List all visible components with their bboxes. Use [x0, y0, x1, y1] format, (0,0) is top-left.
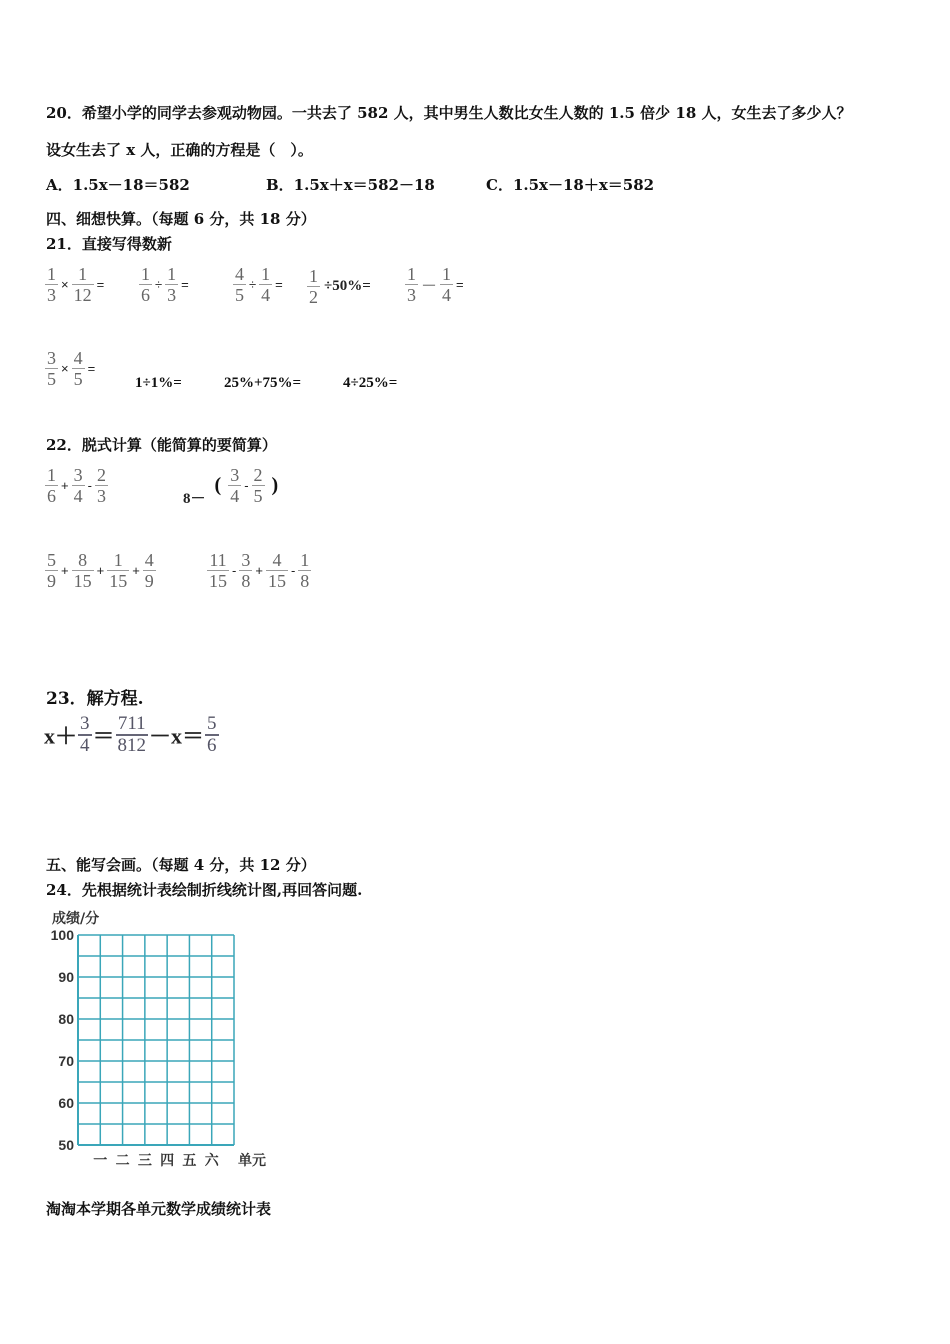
fraction: $\frac{1}{4}$: [261, 264, 271, 305]
fraction: $\frac{4}{5}$: [73, 348, 83, 389]
q20-line2: 设女生去了 x 人，正确的方程是（ ）。: [46, 141, 313, 159]
fraction: $\frac{1}{3}$: [167, 264, 177, 305]
q21-item-8: 25%+75%=: [224, 375, 302, 391]
q20-option-c[interactable]: C．1.5x－18＋x＝582: [486, 176, 655, 194]
q21-item-7: 1÷1%=: [135, 375, 182, 391]
q24-caption: 淘淘本学期各单元数学成绩统计表: [46, 1200, 272, 1218]
fraction: $\frac{4}{5}$: [235, 264, 244, 305]
section4-heading: 四、细想快算。（每题 6 分，共 18 分）: [46, 210, 316, 228]
x-axis-label: 单元: [238, 1153, 266, 1169]
fraction: $\frac{5}{9}$: [47, 550, 56, 591]
fraction: $\frac{8}{15}$: [73, 550, 92, 591]
x-tick-label: 三: [137, 1153, 152, 1169]
y-tick-label: 70: [58, 1053, 74, 1069]
chart-ylabel: 成绩/分: [52, 911, 100, 927]
q21-title: 21．直接写得数新: [46, 235, 172, 253]
chart-grid: [78, 935, 234, 1145]
fraction: $\frac{1}{3}$: [47, 264, 56, 305]
q21-item-2: $\frac{1}{6}$ ÷ $\frac{1}{3}$ =: [141, 264, 189, 305]
q21-item-5: $\frac{1}{3}$ － $\frac{1}{4}$ =: [407, 264, 464, 305]
fraction: $\frac{1}{4}$: [442, 264, 452, 305]
y-tick-label: 50: [58, 1137, 74, 1153]
fraction: $\frac{1}{2}$: [309, 266, 318, 307]
q21-item-1: $\frac{1}{3}$ × $\frac{1}{12}$ =: [47, 264, 105, 305]
y-tick-label: 90: [58, 969, 74, 985]
q20-option-a[interactable]: A．1.5x－18＝582: [46, 176, 190, 194]
x-tick-label: 六: [204, 1153, 219, 1169]
y-tick-label: 80: [58, 1011, 74, 1027]
q21-item-9: 4÷25%=: [343, 375, 398, 391]
fraction: $\frac{4}{9}$: [144, 550, 154, 591]
q20-option-b[interactable]: B．1.5x＋x＝582－18: [266, 176, 435, 194]
x-tick-label: 四: [160, 1153, 175, 1169]
q20-line1: 20．希望小学的同学去参观动物园。一共去了 582 人，其中男生人数比女生人数的 1.5 倍少 18 人，女生去了多少人？: [46, 104, 852, 122]
q22-expr-3: $\frac{5}{9}$ + $\frac{8}{15}$ + $\frac{1}{15}$ + $\frac{4}{9}$: [47, 550, 154, 591]
q23-equation: x＋ $\frac{3}{4}$ ＝ $\frac{711}{812}$ －x＝ $\frac{5}{6}$: [44, 713, 217, 756]
x-tick-label: 二: [115, 1153, 130, 1169]
fraction: $\frac{1}{3}$: [407, 264, 416, 305]
q21-item-3: $\frac{4}{5}$ ÷ $\frac{1}{4}$ =: [235, 264, 283, 305]
fraction: $\frac{5}{6}$: [207, 713, 217, 756]
fraction: $\frac{2}{5}$: [253, 465, 263, 506]
y-tick-label: 100: [50, 927, 74, 943]
line-chart-grid[interactable]: [40, 925, 280, 1175]
q23-title: 23．解方程.: [46, 689, 144, 709]
x-tick-label: 一: [93, 1153, 108, 1169]
section5-heading: 五、能写会画。（每题 4 分，共 12 分）: [46, 856, 316, 874]
q21-item-6: $\frac{3}{5}$ × $\frac{4}{5}$ =: [47, 348, 96, 389]
q22-title: 22．脱式计算（能简算的要简算）: [46, 436, 277, 454]
fraction: $\frac{1}{15}$: [109, 550, 128, 591]
q21-item-4: $\frac{1}{2}$ ÷50%=: [309, 266, 371, 307]
fraction: $\frac{1}{6}$: [141, 264, 150, 305]
q22-expr-2: 8－( $\frac{3}{4}$ - $\frac{2}{5}$ ): [183, 465, 279, 507]
fraction: $\frac{1}{8}$: [300, 550, 310, 591]
fraction: $\frac{3}{4}$: [80, 713, 90, 756]
fraction: $\frac{4}{15}$: [267, 550, 286, 591]
fraction: $\frac{3}{8}$: [241, 550, 251, 591]
fraction: $\frac{11}{15}$: [209, 550, 227, 591]
fraction: $\frac{1}{12}$: [73, 264, 92, 305]
fraction: $\frac{3}{4}$: [73, 465, 83, 506]
q22-expr-1: $\frac{1}{6}$ + $\frac{3}{4}$ - $\frac{2}{3}$: [47, 465, 106, 506]
fraction: $\frac{3}{5}$: [47, 348, 56, 389]
fraction: $\frac{711}{812}$: [117, 713, 147, 756]
x-tick-label: 五: [182, 1153, 197, 1169]
y-tick-label: 60: [58, 1095, 74, 1111]
fraction: $\frac{1}{6}$: [47, 465, 56, 506]
fraction: $\frac{2}{3}$: [96, 465, 106, 506]
q22-expr-4: $\frac{11}{15}$ - $\frac{3}{8}$ + $\frac{4}{15}$ - $\frac{1}{8}$: [209, 550, 310, 591]
fraction: $\frac{3}{4}$: [230, 465, 240, 506]
q24-title: 24．先根据统计表绘制折线统计图,再回答问题.: [46, 881, 363, 899]
